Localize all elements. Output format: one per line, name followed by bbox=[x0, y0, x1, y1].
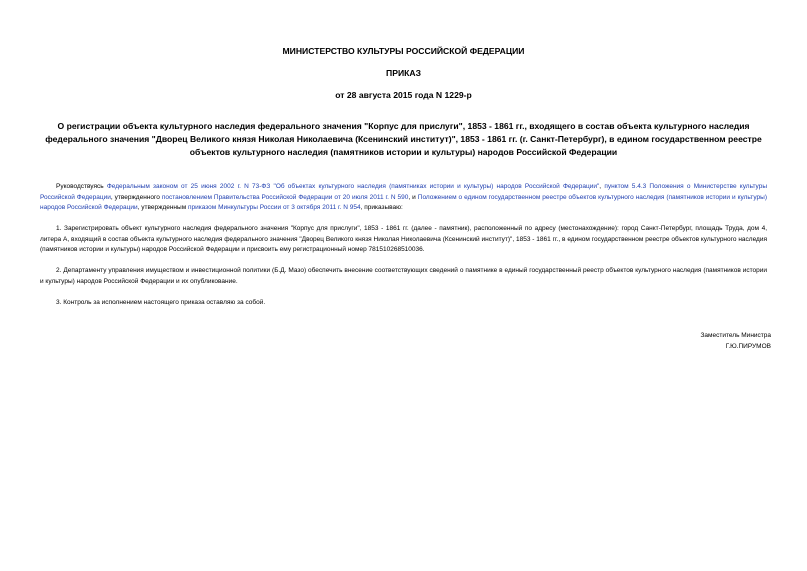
preamble-text-1: Руководствуясь bbox=[56, 183, 107, 190]
item-3-paragraph: 3. Контроль за исполнением настоящего приказа оставляю за собой. bbox=[56, 299, 266, 306]
link-ministry-order[interactable]: приказом Минкультуры России от 3 октября 2011 г. N 954 bbox=[187, 204, 361, 212]
order-type-heading: ПРИКАЗ bbox=[386, 68, 421, 78]
preamble-text-6: , приказываю: bbox=[360, 204, 403, 212]
order-date-heading: от 28 августа 2015 года N 1229-р bbox=[335, 90, 472, 100]
link-ministry-regulation[interactable]: пунктом 5.4.3 Положения о Министерстве культуры Российской Федерации bbox=[40, 183, 767, 201]
preamble-paragraph bbox=[40, 182, 767, 214]
preamble-text-5: , утвержденным bbox=[137, 204, 188, 212]
signature-block bbox=[701, 330, 772, 352]
link-government-resolution[interactable]: постановлением Правительства Российской Федерации от 20 июля 2011 г. N 590 bbox=[161, 193, 409, 201]
link-registry-regulation[interactable]: Положением о едином государственном реестре объектов культурного наследия (памятников истории и культуры) народов Российской Федерации bbox=[40, 193, 767, 212]
signatory-position: Заместитель Министра bbox=[700, 332, 771, 339]
signatory-name: Г.Ю.ПИРУМОВ bbox=[725, 343, 771, 350]
preamble-text-2: , bbox=[599, 183, 605, 190]
item-1-paragraph: 1. Зарегистрировать объект культурного наследия федерального значения "Корпус для прислуги", 1853 - 1861 гг. (далее - памятник), расположенный по адресу (местонахождение): город Санкт-Петербург, площадь Труда, дом 4, литера А, входящий в состав объекта культурного наследия федерального значения "Дворец Великого князя Николая Николаевича (Ксенинский институт)", 1853 - 1861 гг., в едином государственном реестре объектов культурного наследия (памятников истории и культуры) народов Российской Федерации и присвоить ему регистрационный номер 781510268510036. bbox=[40, 225, 767, 254]
link-federal-law[interactable]: Федеральным законом от 25 июня 2002 г. N 73-ФЗ "Об объектах культурного наследия (памятниках истории и культуры) народов Российской Федерации" bbox=[106, 183, 600, 190]
preamble-text-3: , утвержденного bbox=[110, 193, 162, 201]
item-2-paragraph: 2. Департаменту управления имуществом и инвестиционной политики (Б.Д. Мазо) обеспечить внесение соответствующих сведений о памятнике в единый государственный реестр объектов культурного наследия (памятников истории и культуры) народов Российской Федерации и их опубликование. bbox=[40, 267, 767, 285]
preamble-text-4: , и bbox=[408, 193, 418, 201]
ministry-heading: МИНИСТЕРСТВО КУЛЬТУРЫ РОССИЙСКОЙ ФЕДЕРАЦИИ bbox=[282, 46, 525, 56]
document-title: О регистрации объекта культурного наследия федерального значения "Корпус для прислуги", 1853 - 1861 гг., входящего в состав объекта культурного наследия федерального значения "Дворец Великого князя Николая Николаевича (Ксенинский институт)", 1853 - 1861 гг. (г. Санкт-Петербург), в едином государственном реестре объектов культурного наследия (памятников истории и культуры) народов Российской Федерации bbox=[45, 121, 762, 157]
